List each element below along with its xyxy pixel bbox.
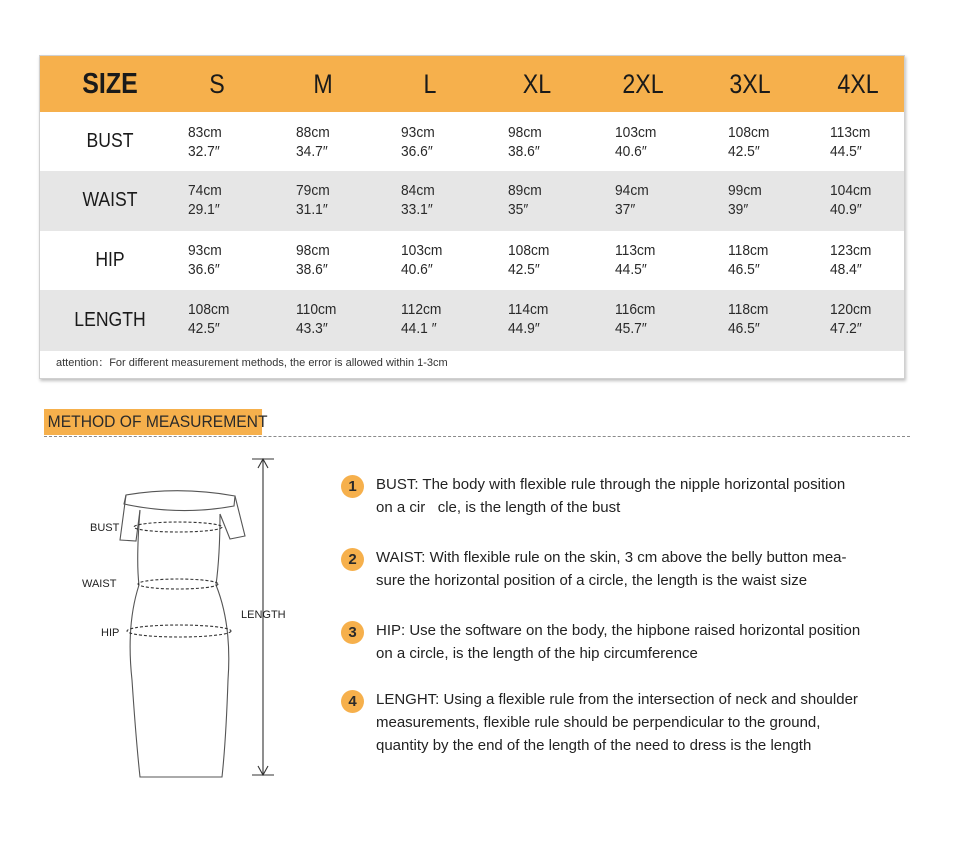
cell-cm: 116cm <box>615 301 656 318</box>
cell-cm: 84cm <box>401 182 435 199</box>
table-cell <box>728 123 769 161</box>
cell-cm: 112cm <box>401 301 442 318</box>
measurement-note: attention：For different measurement methods, the error is allowed within 1-3cm <box>56 357 448 369</box>
cell-inch: 35″ <box>508 201 529 218</box>
table-cell <box>830 181 871 219</box>
cell-cm: 114cm <box>508 301 549 318</box>
step-number-badge: 1 <box>341 475 364 498</box>
step-text-line: measurements, flexible rule should be perpendicular to the ground, <box>376 714 821 731</box>
cell-cm: 98cm <box>508 124 542 141</box>
table-row <box>40 290 904 351</box>
step-text-line: quantity by the end of the length of the need to dress is the length <box>376 737 812 754</box>
table-cell <box>615 123 656 161</box>
cell-inch: 40.6″ <box>401 261 433 278</box>
step-text-line: on a circle, is the length of the hip circumference <box>376 645 698 662</box>
table-cell <box>615 241 655 279</box>
cell-cm: 93cm <box>401 124 435 141</box>
row-label: LENGTH <box>74 308 146 331</box>
table-cell <box>728 241 768 279</box>
size-col-xl: XL <box>522 69 552 99</box>
table-cell <box>401 300 441 338</box>
row-label: WAIST <box>82 189 138 211</box>
figure-label-hip: HIP <box>101 627 120 639</box>
step-number-badge: 4 <box>341 690 364 713</box>
table-cell <box>188 241 222 279</box>
table-cell <box>188 123 222 161</box>
cell-inch: 44.1 ″ <box>401 320 437 337</box>
step-text <box>376 619 906 665</box>
cell-cm: 94cm <box>615 182 649 199</box>
cell-cm: 120cm <box>830 301 872 318</box>
cell-cm: 99cm <box>728 182 762 199</box>
table-cell <box>508 241 549 279</box>
table-cell <box>188 300 229 338</box>
table-row <box>40 231 904 290</box>
dress-neckline <box>124 491 235 511</box>
size-col-3xl: 3XL <box>729 69 771 99</box>
size-col-l: L <box>423 69 437 99</box>
table-cell <box>508 181 542 219</box>
figure-label-bust: BUST <box>90 522 120 534</box>
cell-cm: 108cm <box>728 124 770 141</box>
cell-cm: 118cm <box>728 301 769 318</box>
cell-cm: 108cm <box>508 242 550 259</box>
size-header-label: SIZE <box>82 68 138 100</box>
cell-inch: 40.6″ <box>615 143 647 160</box>
cell-inch: 38.6″ <box>508 143 540 160</box>
size-col-2xl: 2XL <box>622 69 664 99</box>
cell-inch: 48.4″ <box>830 261 862 278</box>
table-cell <box>296 181 330 219</box>
cell-inch: 44.5″ <box>615 261 647 278</box>
cell-cm: 113cm <box>615 242 656 259</box>
cell-cm: 74cm <box>188 182 222 199</box>
row-label: BUST <box>86 130 134 152</box>
table-row <box>40 113 904 171</box>
table-cell <box>830 241 871 279</box>
table-cell <box>615 300 655 338</box>
cell-inch: 40.9″ <box>830 201 862 218</box>
cell-inch: 42.5″ <box>728 143 760 160</box>
cell-inch: 42.5″ <box>508 261 540 278</box>
cell-inch: 29.1″ <box>188 201 220 218</box>
step-text <box>376 546 906 592</box>
cell-inch: 39″ <box>728 201 749 218</box>
cell-cm: 104cm <box>830 182 872 199</box>
cell-inch: 43.3″ <box>296 320 328 337</box>
bust-measure-line <box>134 522 222 532</box>
cell-inch: 44.9″ <box>508 320 540 337</box>
cell-inch: 32.7″ <box>188 143 220 160</box>
cell-cm: 98cm <box>296 242 330 259</box>
table-cell <box>296 241 330 279</box>
cell-inch: 46.5″ <box>728 261 760 278</box>
cell-inch: 36.6″ <box>188 261 220 278</box>
step-text-line: LENGHT: Using a flexible rule from the intersection of neck and shoulder <box>376 691 858 708</box>
step-text <box>376 473 906 519</box>
cell-cm: 79cm <box>296 182 330 199</box>
step-text-line: on a cir cle, is the length of the bust <box>376 499 621 516</box>
table-cell <box>728 181 762 219</box>
dress-measurement-figure <box>60 450 300 790</box>
table-cell <box>188 181 222 219</box>
cell-cm: 103cm <box>615 124 657 141</box>
size-col-s: S <box>209 69 225 99</box>
row-label: HIP <box>95 248 125 271</box>
figure-label-waist: WAIST <box>82 578 117 590</box>
cell-cm: 93cm <box>188 242 222 259</box>
table-cell <box>830 300 871 338</box>
step-number-badge: 3 <box>341 621 364 644</box>
table-cell <box>728 300 768 338</box>
cell-cm: 118cm <box>728 242 769 259</box>
dress-body-outline <box>130 510 229 777</box>
step-text-line: HIP: Use the software on the body, the hipbone raised horizontal position <box>376 622 861 639</box>
table-cell <box>401 241 442 279</box>
cell-inch: 34.7″ <box>296 143 328 160</box>
cell-inch: 31.1″ <box>296 201 328 218</box>
waist-measure-line <box>138 579 218 589</box>
cell-inch: 45.7″ <box>615 320 647 337</box>
cell-inch: 42.5″ <box>188 320 220 337</box>
dress-left-sleeve <box>120 495 140 541</box>
cell-inch: 38.6″ <box>296 261 328 278</box>
table-cell <box>401 123 435 161</box>
method-title: METHOD OF MEASUREMENT <box>44 409 262 435</box>
size-chart-table <box>39 55 905 379</box>
cell-inch: 36.6″ <box>401 143 433 160</box>
table-cell <box>615 181 649 219</box>
cell-cm: 89cm <box>508 182 542 199</box>
step-text <box>376 688 906 757</box>
cell-inch: 47.2″ <box>830 320 862 337</box>
cell-cm: 83cm <box>188 124 222 141</box>
cell-cm: 103cm <box>401 242 443 259</box>
table-cell <box>401 181 435 219</box>
cell-cm: 88cm <box>296 124 330 141</box>
table-cell <box>296 300 336 338</box>
figure-label-length: LENGTH <box>241 609 286 621</box>
section-divider <box>44 436 910 437</box>
cell-cm: 113cm <box>830 124 871 141</box>
size-col-m: M <box>313 69 333 99</box>
step-text-line: BUST: The body with flexible rule through the nipple horizontal position <box>376 476 846 493</box>
size-col-4xl: 4XL <box>837 69 879 99</box>
cell-inch: 44.5″ <box>830 143 862 160</box>
cell-inch: 46.5″ <box>728 320 760 337</box>
cell-inch: 33.1″ <box>401 201 433 218</box>
cell-inch: 37″ <box>615 201 636 218</box>
table-cell <box>508 300 548 338</box>
size-chart-header <box>40 56 904 112</box>
step-text-line: WAIST: With flexible rule on the skin, 3 cm above the belly button mea- <box>376 549 847 566</box>
table-cell <box>830 123 870 161</box>
step-number-badge: 2 <box>341 548 364 571</box>
dress-right-sleeve <box>220 496 245 539</box>
cell-cm: 110cm <box>296 301 337 318</box>
table-cell <box>296 123 330 161</box>
cell-cm: 108cm <box>188 301 230 318</box>
hip-measure-line <box>127 625 231 637</box>
step-text-line: sure the horizontal position of a circle, the length is the waist size <box>376 572 808 589</box>
table-row <box>40 171 904 231</box>
cell-cm: 123cm <box>830 242 872 259</box>
table-cell <box>508 123 542 161</box>
